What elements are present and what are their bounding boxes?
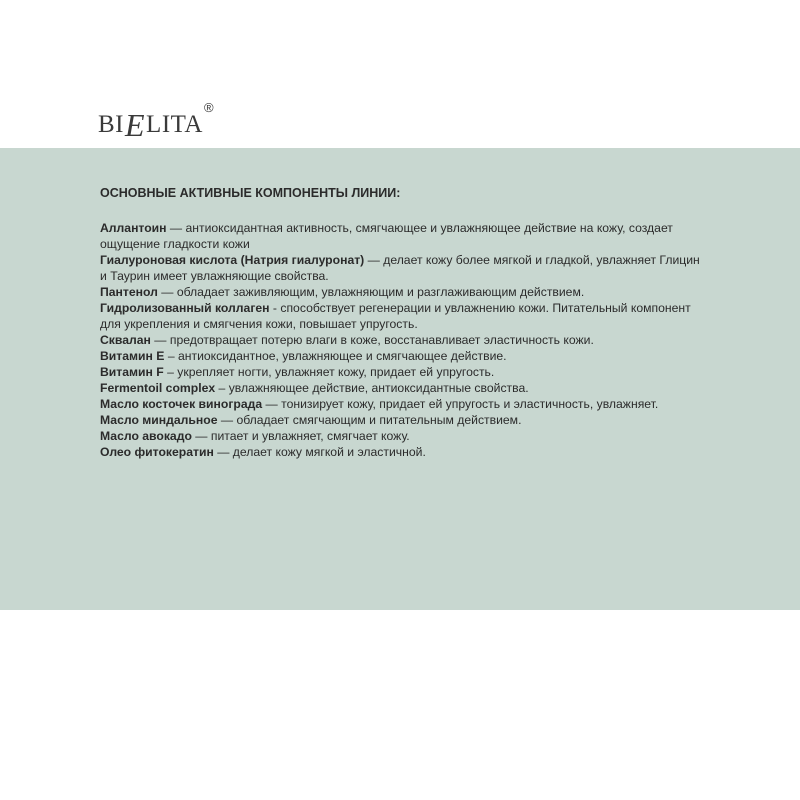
section-heading: ОСНОВНЫЕ АКТИВНЫЕ КОМПОНЕНТЫ ЛИНИИ:	[100, 186, 401, 200]
brand-logo	[98, 100, 215, 143]
logo-text-end: LITA	[146, 111, 203, 138]
ingredient-description: – антиоксидантное, увлажняющее и смягчающее действие.	[164, 349, 507, 363]
ingredient-item	[100, 284, 700, 300]
ingredient-term: Витамин F	[100, 365, 164, 379]
ingredient-item	[100, 348, 700, 364]
ingredient-description: - способствует регенерации и увлажнению кожи. Питательный компонент для укрепления и смягчения кожи, повышает упругость.	[100, 301, 691, 331]
ingredient-term: Гидролизованный коллаген	[100, 301, 270, 315]
ingredient-item	[100, 252, 700, 284]
ingredient-description: – укрепляет ногти, увлажняет кожу, придает ей упругость.	[163, 365, 495, 379]
ingredient-term: Сквалан	[100, 333, 151, 347]
ingredient-term: Fermentoil complex	[100, 381, 216, 395]
ingredient-item	[100, 300, 700, 332]
ingredient-description: – увлажняющее действие, антиоксидантные свойства.	[215, 381, 529, 395]
ingredient-description: — антиоксидантная активность, смягчающее и увлажняющее действие на кожу, создает ощущение гладкости кожи	[100, 221, 673, 251]
ingredients-section	[100, 185, 700, 460]
logo-text-start: BI	[98, 111, 124, 138]
ingredient-description: — тонизирует кожу, придает ей упругость и эластичность, увлажняет.	[262, 397, 659, 411]
ingredient-term: Аллантоин	[100, 221, 167, 235]
ingredient-term: Олео фитокератин	[100, 445, 214, 459]
ingredient-term: Гиалуроновая кислота (Натрия гиалуронат)	[100, 253, 365, 267]
ingredient-description: — делает кожу более мягкой и гладкой, увлажняет Глицин и Таурин имеет увлажняющие свойства.	[100, 253, 700, 283]
ingredient-item	[100, 396, 700, 412]
ingredient-term: Масло миндальное	[100, 413, 218, 427]
ingredient-item	[100, 412, 700, 428]
ingredient-term: Масло авокадо	[100, 429, 192, 443]
ingredient-list	[100, 220, 700, 460]
logo-monogram: E	[125, 107, 146, 143]
ingredient-description: — обладает заживляющим, увлажняющим и разглаживающим действием.	[157, 285, 585, 299]
ingredient-description: — обладает смягчающим и питательным действием.	[217, 413, 522, 427]
ingredient-description: — делает кожу мягкой и эластичной.	[213, 445, 426, 459]
ingredient-description: — питает и увлажняет, смягчает кожу.	[191, 429, 410, 443]
ingredient-term: Пантенол	[100, 285, 158, 299]
ingredient-description: — предотвращает потерю влаги в коже, восстанавливает эластичность кожи.	[150, 333, 594, 347]
registered-mark: ®	[203, 100, 215, 115]
ingredient-term: Масло косточек винограда	[100, 397, 263, 411]
ingredient-item	[100, 220, 700, 252]
ingredient-item	[100, 444, 700, 460]
ingredient-item	[100, 380, 700, 396]
ingredient-item	[100, 428, 700, 444]
ingredient-item	[100, 364, 700, 380]
ingredient-item	[100, 332, 700, 348]
ingredient-term: Витамин Е	[100, 349, 165, 363]
